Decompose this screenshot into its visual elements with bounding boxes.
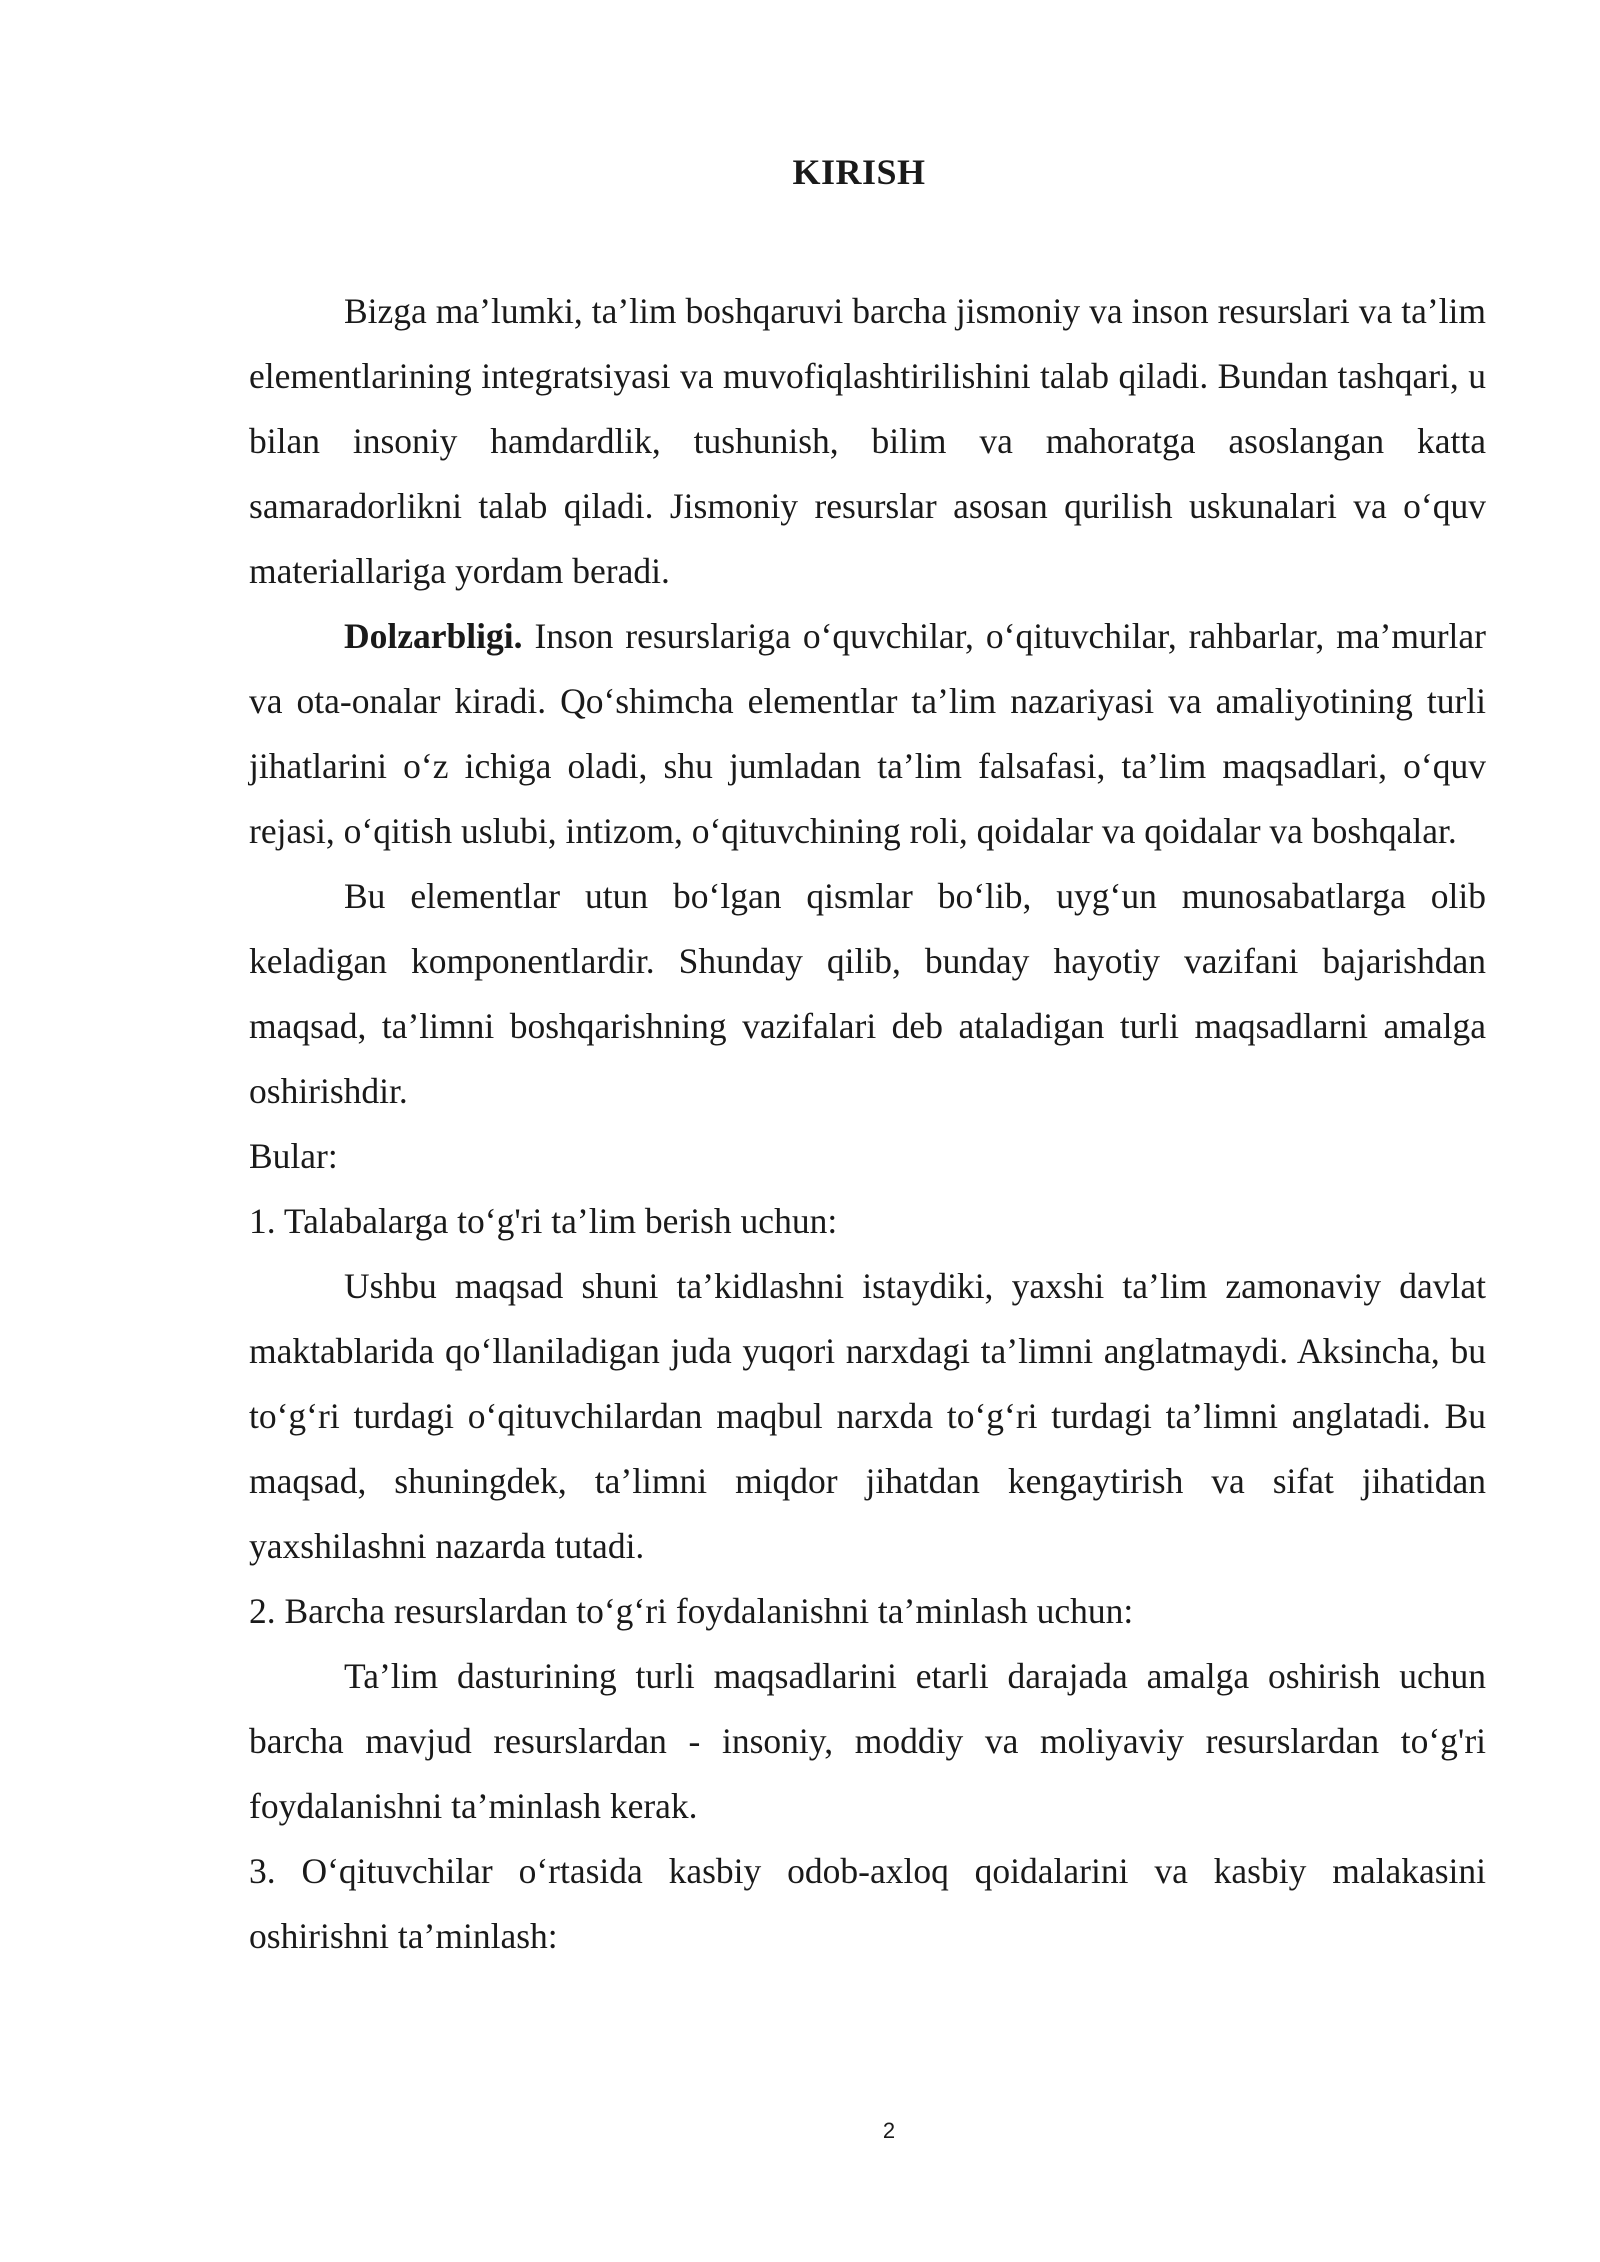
paragraph-relevance	[249, 604, 1486, 864]
list-item-3: 3. O‘qituvchilar o‘rtasida kasbiy odob-axloq qoidalarini va kasbiy malakasini oshirishni ta’minlash:	[249, 1851, 1486, 1956]
paragraph-elements: Bu elementlar utun bo‘lgan qismlar bo‘lib, uyg‘un munosabatlarga olib keladigan komponentlardir. Shunday qilib, bunday hayotiy vazifani bajarishdan maqsad, ta’limni boshqarishning vazifalari deb ataladigan turli maqsadlarni amalga oshirishdir.	[249, 876, 1486, 1111]
list-item-1: 1. Talabalarga to‘g'ri ta’lim berish uchun:	[249, 1201, 838, 1241]
list-intro: Bular:	[249, 1136, 338, 1176]
paragraph-item-1-detail: Ushbu maqsad shuni ta’kidlashni istaydiki, yaxshi ta’lim zamonaviy davlat maktablarida qo‘llaniladigan juda yuqori narxdagi ta’limni anglatmaydi. Aksincha, bu to‘g‘ri turdagi o‘qituvchilardan maqbul narxda to‘g‘ri turdagi ta’limni anglatadi. Bu maqsad, shuningdek, ta’limni miqdor jihatdan kengaytirish va sifat jihatidan yaxshilashni nazarda tutadi.	[249, 1266, 1486, 1566]
section-title: KIRISH	[792, 152, 926, 192]
page-number: 2	[882, 2118, 896, 2143]
paragraph-intro: Bizga ma’lumki, ta’lim boshqaruvi barcha jismoniy va inson resurslari va ta’lim elementlarining integratsiyasi va muvofiqlashtirilishini talab qiladi. Bundan tashqari, u bilan insoniy hamdardlik, tushunish, bilim va mahoratga asoslangan katta samaradorlikni talab qiladi. Jismoniy resurslar asosan qurilish uskunalari va o‘quv materiallariga yordam beradi.	[249, 291, 1486, 591]
relevance-text: Inson resurslariga o‘quvchilar, o‘qituvchilar, rahbarlar, ma’murlar va ota-onalar kiradi. Qo‘shimcha elementlar ta’lim nazariyasi va amaliyotining turli jihatlarini o‘z ichiga oladi, shu jumladan ta’lim falsafasi, ta’lim maqsadlari, o‘quv rejasi, o‘qitish uslubi, intizom, o‘qituvchining roli, qoidalar va qoidalar va boshqalar.	[249, 616, 1486, 851]
paragraph-item-2-detail: Ta’lim dasturining turli maqsadlarini etarli darajada amalga oshirish uchun barcha mavjud resurslardan - insoniy, moddiy va moliyaviy resurslardan to‘g'ri foydalanishni ta’minlash kerak.	[249, 1656, 1486, 1826]
relevance-heading: Dolzarbligi.	[344, 616, 523, 656]
list-item-2: 2. Barcha resurslardan to‘g‘ri foydalanishni ta’minlash uchun:	[249, 1591, 1134, 1631]
document-body	[249, 279, 1486, 1969]
